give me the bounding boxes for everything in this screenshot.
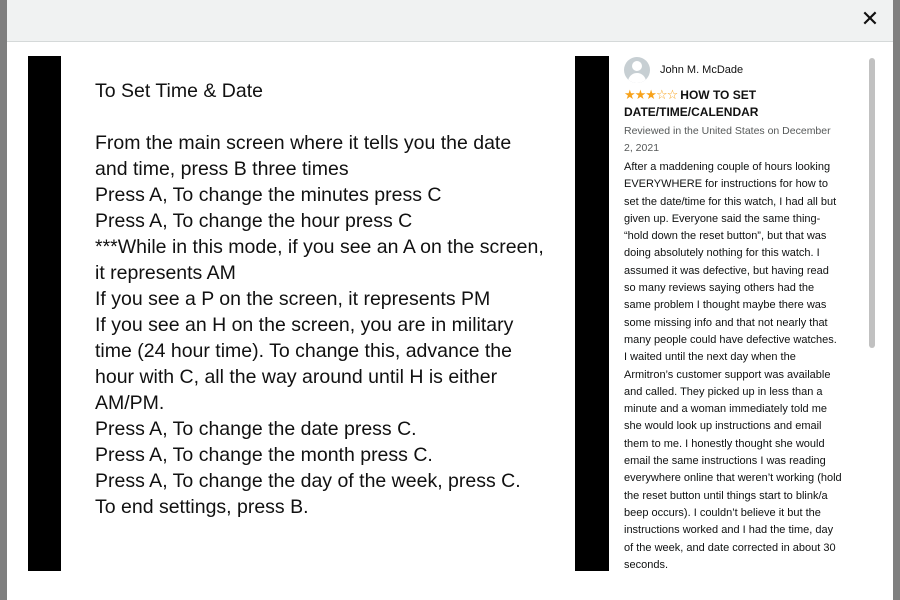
review-image-modal [7,0,893,600]
instruction-line: ***While in this mode, if you see an A on the screen, it represents AM [95,236,544,284]
thumbnail-strip [575,56,609,571]
instruction-line: If you see an H on the screen, you are in military time (24 hour time). To change this, advance the hour with C, all the way around until H is either AM/PM. [95,314,514,414]
reviewer-name: John M. McDade [660,64,744,76]
scrollbar-thumb[interactable] [869,58,875,348]
review-body: After a maddening couple of hours looking EVERYWHERE for instructions for how to set the date/time for this watch, I had all but given up. Everyone said the same thing- “hold down the reset button”, but that was doing absolutely nothing for this watch. I assumed it was defective, but having read so many reviews saying others had the same problem I thought maybe there was some missing info and that not nearly that many people could have defective watches. I waited until the next day when the Armitron’s customer support was available and called. They picked up in less than a minute and a woman immediately told me she would look up instructions and email them to me. I honestly thought she would email the same instructions I was reading everywhere online that weren’t working (hold the reset button until things start to blink/a beep occurs). I couldn’t believe it but the instructions worked and I had the time, day of the week, and date corrected in about 30 seconds. [624,161,842,571]
instruction-line: Press A, To change the day of the week, press C. [95,470,521,492]
instruction-text [95,78,545,520]
close-button[interactable]: ✕ [860,7,880,32]
review-panel [575,56,877,571]
avatar [624,57,650,83]
star-rating: ★★★☆☆ [624,88,678,103]
instruction-line: Press A, To change the minutes press C [95,184,442,206]
instruction-line: To end settings, press B. [95,496,309,518]
instruction-title: To Set Time & Date [95,80,263,102]
instruction-line: Press A, To change the month press C. [95,444,433,466]
instruction-line: Press A, To change the date press C. [95,418,417,440]
review-content [624,56,842,571]
review-date: Reviewed in the United States on December 2, 2021 [624,125,831,154]
instruction-line: If you see a P on the screen, it represents PM [95,288,491,310]
review-image [28,56,543,571]
review-title[interactable] [624,87,842,121]
modal-header [7,0,893,42]
reviewer-profile[interactable] [624,56,842,84]
instruction-line: Press A, To change the hour press C [95,210,413,232]
instruction-line: From the main screen where it tells you the date and time, press B three times [95,132,512,180]
image-black-bar [28,56,61,571]
review-title-text: HOW TO SET DATE/TIME/CALENDAR [624,88,759,119]
scrollbar[interactable] [868,56,876,571]
